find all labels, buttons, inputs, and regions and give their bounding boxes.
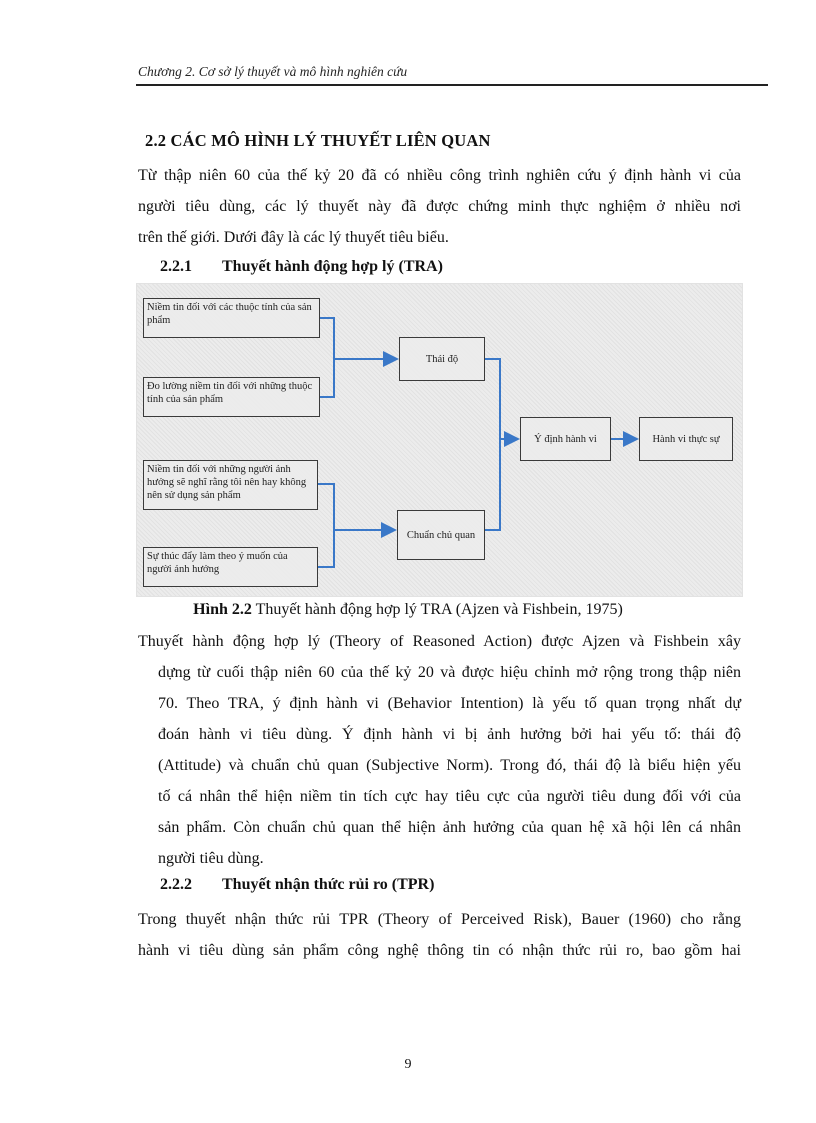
paragraph-line: Từ thập niên 60 của thế kỷ 20 đã có nhiều công trình nghiên cứu ý định hành vi của (138, 167, 741, 184)
header-rule (136, 84, 768, 86)
paragraph-line: Trong thuyết nhận thức rủi TPR (Theory of Perceived Risk), Bauer (1960) cho rằng (138, 911, 741, 928)
box-motivation: Sự thúc đẩy làm theo ý muốn của người ảnh hưởng (143, 547, 318, 587)
paragraph-line: 70. Theo TRA, ý định hành vi (Behavior Intention) là yếu tố quan trọng nhất dự (158, 695, 741, 712)
running-header: Chương 2. Cơ sở lý thuyết và mô hình nghiên cứu (138, 64, 408, 79)
subsection-number: 2.2.1 (160, 258, 192, 275)
box-normative-beliefs: Niềm tin đối với những người ảnh hưởng sẽ nghĩ rằng tôi nên hay không nên sử dụng sản phẩm (143, 460, 318, 510)
connector-motivation-norm (318, 530, 334, 567)
paragraph-line: Thuyết hành động hợp lý (Theory of Reasoned Action) được Ajzen và Fishbein xây (138, 633, 741, 650)
caption-label: Hình 2.2 (193, 601, 252, 618)
box-intention: Ý định hành vi (520, 417, 611, 461)
subsection-number: 2.2.2 (160, 876, 192, 893)
paragraph-line: (Attitude) và chuẩn chủ quan (Subjective Norm). Trong đó, thái độ là biểu hiện yếu (158, 757, 741, 774)
box-attitude: Thái độ (399, 337, 485, 381)
paragraph-line: tố cá nhân thể hiện niềm tin tích cực hay tiêu cực của người tiêu dung đối với của (158, 788, 741, 805)
intro-paragraph (138, 160, 741, 253)
connector-measure-attitude (320, 359, 334, 397)
section-heading: 2.2 CÁC MÔ HÌNH LÝ THUYẾT LIÊN QUAN (145, 131, 491, 150)
tra-paragraph (138, 626, 741, 874)
paragraph-line: dựng từ cuối thập niên 60 của thế kỷ 20 và được hiệu chỉnh mở rộng trong thập niên (158, 664, 741, 681)
paragraph-line: trên thế giới. Dưới đây là các lý thuyết tiêu biểu. (138, 229, 449, 246)
paragraph-line: hành vi tiêu dùng sản phẩm công nghệ thông tin có nhận thức rủi ro, bao gồm hai (138, 942, 741, 959)
box-behavior: Hành vi thực sự (639, 417, 733, 461)
paragraph-line: đoán hành vi tiêu dùng. Ý định hành vi bị ảnh hưởng bởi hai yếu tố: thái độ (158, 726, 741, 743)
subsection-title: Thuyết hành động hợp lý (TRA) (222, 258, 443, 275)
paragraph-line: sản phẩm. Còn chuẩn chủ quan thể hiện ảnh hưởng của quan hệ xã hội lên cá nhân (158, 819, 741, 836)
connector-attitude-intention (485, 359, 518, 439)
box-measure-beliefs: Đo lường niềm tin đối với những thuộc tính của sản phẩm (143, 377, 320, 417)
tpr-paragraph (138, 904, 741, 966)
subsection-heading-tra (160, 258, 443, 276)
connector-beliefs-attitude (320, 318, 397, 359)
paragraph-line: người tiêu dùng. (158, 850, 264, 867)
subsection-title: Thuyết nhận thức rủi ro (TPR) (222, 876, 435, 893)
box-belief-attributes: Niềm tin đối với các thuộc tính của sản phẩm (143, 298, 320, 338)
connector-normative-norm (318, 484, 395, 530)
subsection-heading-tpr (160, 876, 434, 894)
tra-diagram (136, 283, 743, 597)
paragraph-line: người tiêu dùng, các lý thuyết này đã được chứng minh thực nghiệm ở nhiều nơi (138, 198, 741, 215)
page-number: 9 (404, 1057, 412, 1072)
figure-caption (0, 601, 816, 619)
connector-norm-intention (485, 439, 500, 530)
box-subjective-norm: Chuẩn chủ quan (397, 510, 485, 560)
caption-text: Thuyết hành động hợp lý TRA (Ajzen và Fishbein, 1975) (251, 601, 623, 618)
